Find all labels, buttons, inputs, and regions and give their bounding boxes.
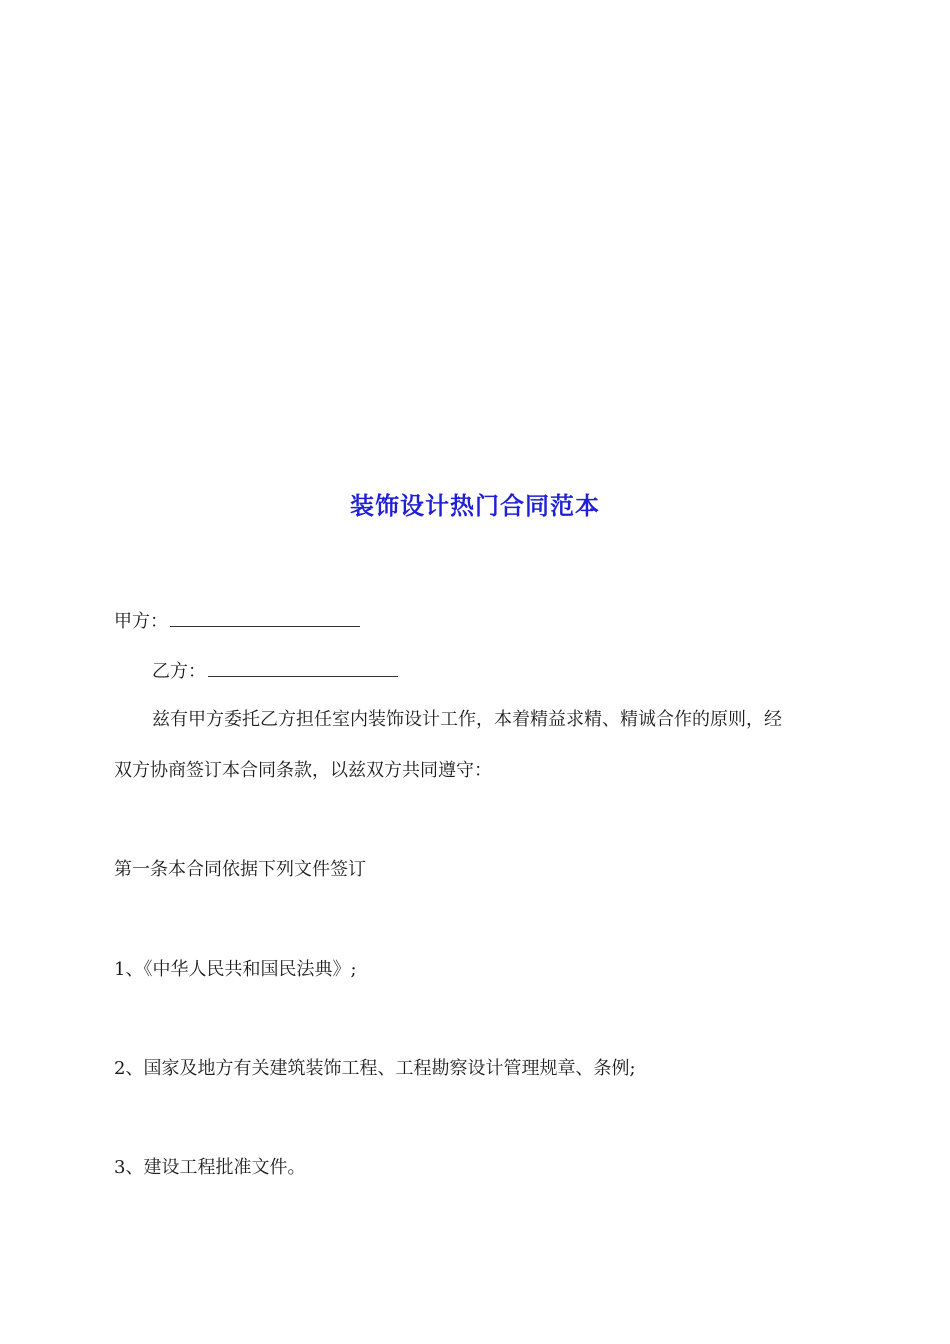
article1-heading: 第一条本合同依据下列文件签订 [114,859,366,880]
intro-paragraph-line2: 双方协商签订本合同条款，以兹双方共同遵守： [114,760,492,781]
party-b-label: 乙方： [152,661,206,682]
party-b-blank [208,658,398,677]
party-a-line [114,608,360,635]
party-a-label: 甲方： [114,611,168,632]
intro-paragraph-line1: 兹有甲方委托乙方担任室内装饰设计工作，本着精益求精、精诚合作的原则，经 [152,709,782,730]
list-item: 2、国家及地方有关建筑装饰工程、工程勘察设计管理规章、条例; [114,1058,636,1079]
document-title: 装饰设计热门合同范本 [350,492,600,520]
list-item: 3、建设工程批准文件。 [114,1157,306,1178]
list-item: 1、《中华人民共和国民法典》; [114,959,357,980]
party-b-line [152,658,398,685]
party-a-blank [170,608,360,627]
